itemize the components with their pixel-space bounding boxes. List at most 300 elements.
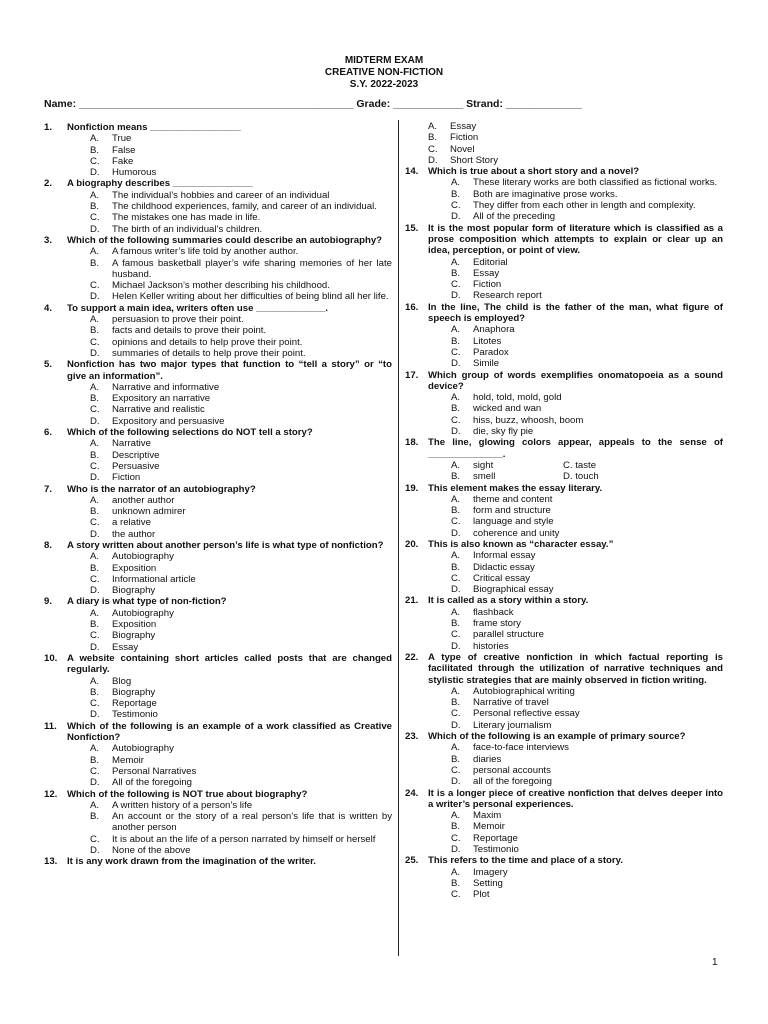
answer-option <box>428 754 723 765</box>
answer-option <box>428 742 723 753</box>
option-text: Humorous <box>112 167 157 179</box>
right-question-list-2 <box>405 483 723 901</box>
option-letter: C. <box>451 346 461 358</box>
answer-option <box>67 472 392 483</box>
option-text: C. taste <box>563 459 597 471</box>
question-number: 12. <box>44 788 58 800</box>
option-text: The birth of an individual’s children. <box>112 223 263 235</box>
option-text: die, sky fly pie <box>473 426 534 438</box>
answer-option <box>428 505 723 516</box>
option-text: Personal reflective essay <box>473 708 580 720</box>
option-text: flashback <box>473 606 514 618</box>
option-text: A famous writer’s life told by another author. <box>112 246 299 258</box>
option-letter: A. <box>451 324 461 336</box>
answer-option <box>428 686 723 697</box>
question-21 <box>405 595 723 651</box>
question-number: 13. <box>44 856 58 868</box>
option-letter: B. <box>90 686 100 698</box>
answer-option <box>428 279 723 290</box>
option-letter: D. <box>451 527 461 539</box>
answer-option <box>428 189 723 200</box>
option-text: A famous basketball player’s wife sharing memories of her late husband. <box>112 257 392 280</box>
question-number: 17. <box>405 369 419 381</box>
answer-option <box>428 844 723 855</box>
option-letter: D. <box>451 290 461 302</box>
option-text: Editorial <box>473 256 508 268</box>
option-letter: A. <box>90 494 100 506</box>
option-text: Exposition <box>112 619 157 631</box>
option-letter: A. <box>451 606 461 618</box>
answer-option <box>67 133 392 144</box>
question-14 <box>405 166 723 222</box>
answer-option <box>67 291 392 302</box>
option-letter: B. <box>451 697 461 709</box>
option-letter: C. <box>451 414 461 426</box>
option-letter: D. <box>451 358 461 370</box>
question-12 <box>44 789 392 857</box>
option-text: Biography <box>112 686 156 698</box>
question-22 <box>405 652 723 731</box>
option-letter: C. <box>90 404 100 416</box>
answer-option <box>428 200 723 211</box>
option-row <box>428 471 723 482</box>
answer-option <box>67 438 392 449</box>
option-text: Maxim <box>473 810 502 822</box>
exam-header <box>0 55 768 91</box>
option-letter: B. <box>451 267 461 279</box>
question-number: 25. <box>405 855 419 867</box>
question-1 <box>44 122 392 178</box>
question-text: Nonfiction means _________________ <box>67 122 241 133</box>
question-number: 19. <box>405 482 419 494</box>
option-letter: C. <box>90 336 100 348</box>
option-text: Helen Keller writing about her difficulties of being blind all her life. <box>112 291 389 303</box>
option-text: D. touch <box>563 471 599 483</box>
question-text: This refers to the time and place of a story. <box>428 855 623 867</box>
option-text: Both are imaginative prose works. <box>473 188 618 200</box>
answer-option <box>428 573 723 584</box>
question-number: 3. <box>44 234 53 246</box>
answer-option <box>67 212 392 223</box>
question-text: Which of the following is an example of a work classified as Creative Nonfiction? <box>67 720 392 744</box>
answer-option <box>67 461 392 472</box>
option-text: hiss, buzz, whoosh, boom <box>473 414 584 426</box>
option-text: wicked and wan <box>473 403 542 415</box>
option-letter: D. <box>90 528 100 540</box>
answer-option <box>67 676 392 687</box>
question-4 <box>44 303 392 359</box>
option-letter: D. <box>90 641 100 653</box>
option-text: All of the foregoing <box>112 777 193 789</box>
option-letter: C. <box>90 573 100 585</box>
option-letter: C. <box>90 630 100 642</box>
answer-option <box>67 450 392 461</box>
answer-option <box>67 529 392 540</box>
question-text: A story written about another person’s life is what type of nonfiction? <box>67 539 384 551</box>
option-letter: D. <box>451 719 461 731</box>
answer-option <box>428 403 723 414</box>
question-17 <box>405 370 723 438</box>
option-letter: D. <box>90 585 100 597</box>
option-letter: D. <box>90 472 100 484</box>
option-text: Critical essay <box>473 572 531 584</box>
option-text: Essay <box>473 267 500 279</box>
answer-option <box>67 416 392 427</box>
answer-option <box>428 810 723 821</box>
answer-option <box>67 551 392 562</box>
answer-option <box>67 563 392 574</box>
option-text: all of the foregoing <box>473 776 552 788</box>
question-text: Which of the following selections do NOT tell a story? <box>67 427 313 439</box>
option-letter: D. <box>451 584 461 596</box>
answer-option <box>428 516 723 527</box>
question-number: 2. <box>44 178 53 190</box>
option-text: Anaphora <box>473 324 515 336</box>
option-letter: B. <box>90 144 100 156</box>
answer-option <box>67 811 392 834</box>
question-18 <box>405 437 723 482</box>
option-letter: A. <box>90 246 100 258</box>
answer-option <box>428 641 723 652</box>
answer-option <box>67 337 392 348</box>
student-info-line: Name: _______________________________________________ Grade: ____________ Strand: _____________ <box>44 98 582 110</box>
answer-option <box>67 619 392 630</box>
option-text: Biography <box>112 585 156 597</box>
option-letter: B. <box>90 257 100 269</box>
option-text: Biography <box>112 630 156 642</box>
option-text: Reportage <box>473 832 518 844</box>
option-text: language and style <box>473 516 554 528</box>
option-letter: D. <box>90 777 100 789</box>
option-letter: C. <box>90 212 100 224</box>
option-letter: B. <box>90 325 100 337</box>
option-text: Exposition <box>112 562 157 574</box>
option-letter: C. <box>451 832 461 844</box>
option-letter: D. <box>90 709 100 721</box>
answer-option <box>67 642 392 653</box>
option-text: Fiction <box>473 279 502 291</box>
option-letter: A. <box>90 551 100 563</box>
option-letter: B. <box>90 811 100 823</box>
option-text: Narrative <box>112 438 151 450</box>
option-text: Memoir <box>112 754 144 766</box>
answer-option <box>428 697 723 708</box>
question-number: 11. <box>44 720 57 732</box>
right-question-list <box>405 166 723 437</box>
question-text: It is any work drawn from the imagination of the writer. <box>67 856 316 868</box>
school-year: S.Y. 2022-2023 <box>349 79 419 90</box>
answer-option <box>428 415 723 426</box>
option-text: sight <box>473 459 494 471</box>
option-text: Memoir <box>473 821 505 833</box>
option-text: All of the preceding <box>473 211 556 223</box>
answer-option <box>67 246 392 257</box>
option-letter: B. <box>451 753 461 765</box>
answer-option <box>428 867 723 878</box>
question-number: 6. <box>44 427 53 439</box>
option-letter: A. <box>451 256 461 268</box>
option-text: Imagery <box>473 866 508 878</box>
option-letter: A. <box>451 685 461 697</box>
answer-option <box>428 584 723 595</box>
question-number: 22. <box>405 651 419 663</box>
option-letter: B. <box>90 754 100 766</box>
option-letter: A. <box>90 189 100 201</box>
option-letter: A. <box>451 459 461 471</box>
option-letter: A. <box>90 607 100 619</box>
question-13-options <box>405 121 723 166</box>
option-text: parallel structure <box>473 629 544 641</box>
answer-option <box>67 314 392 325</box>
option-letter: A. <box>451 177 461 189</box>
answer-option <box>67 224 392 235</box>
option-letter: C. <box>451 279 461 291</box>
option-text: Litotes <box>473 335 502 347</box>
option-text: Essay <box>112 641 139 653</box>
question-text: A website containing short articles called posts that are changed regularly. <box>67 652 392 676</box>
answer-option <box>67 495 392 506</box>
question-2 <box>44 178 392 234</box>
option-letter: A. <box>451 810 461 822</box>
option-text: False <box>112 144 136 156</box>
question-number: 23. <box>405 731 419 743</box>
question-text: A type of creative nonfiction in which factual reporting is facilitated through the utilization of narrative techniques and stylistic strategies that are mainly observed in fiction writing. <box>428 651 723 686</box>
answer-option <box>67 517 392 528</box>
option-letter: A. <box>428 121 438 132</box>
option-text: Autobiographical writing <box>473 685 575 697</box>
option-text: the author <box>112 528 156 540</box>
answer-option <box>67 608 392 619</box>
option-letter: A. <box>451 392 461 404</box>
option-text: Personal Narratives <box>112 765 197 777</box>
question-text: A biography describes _______________ <box>67 178 253 190</box>
question-number: 15. <box>405 222 419 234</box>
option-letter: C. <box>90 155 100 167</box>
question-text: To support a main idea, writers often use _____________. <box>67 302 329 314</box>
option-letter: B. <box>90 619 100 631</box>
exam-title: MIDTERM EXAM <box>344 55 424 66</box>
answer-option <box>67 800 392 811</box>
option-text: A written history of a person’s life <box>112 799 253 811</box>
option-letter: D. <box>451 211 461 223</box>
question-16 <box>405 302 723 370</box>
question-text: Who is the narrator of an autobiography? <box>67 483 256 495</box>
question-20 <box>405 539 723 595</box>
option-text: Plot <box>473 889 490 901</box>
option-letter: A. <box>90 314 100 326</box>
option-letter: B. <box>90 201 100 213</box>
option-letter: C. <box>90 460 100 472</box>
answer-option <box>428 268 723 279</box>
option-text: Simile <box>473 358 500 370</box>
right-column <box>405 121 723 900</box>
answer-option <box>428 336 723 347</box>
question-11 <box>44 721 392 789</box>
question-text: In the line, The child is the father of the man, what figure of speech is employed? <box>428 301 723 325</box>
option-text: histories <box>473 640 509 652</box>
option-text: Narrative and informative <box>112 381 220 393</box>
option-text: Fiction <box>112 472 141 484</box>
option-text: Literary journalism <box>473 719 552 731</box>
option-letter: C. <box>451 572 461 584</box>
question-number: 16. <box>405 301 419 313</box>
option-letter: C. <box>451 629 461 641</box>
question-7 <box>44 484 392 540</box>
answer-option <box>67 167 392 178</box>
question-text: Which of the following summaries could describe an autobiography? <box>67 234 383 246</box>
option-text: Biographical essay <box>473 584 554 596</box>
option-letter: B. <box>90 562 100 574</box>
question-25 <box>405 855 723 900</box>
option-letter: B. <box>90 449 100 461</box>
option-letter: C. <box>90 698 100 710</box>
answer-option <box>67 687 392 698</box>
answer-option <box>405 132 723 143</box>
answer-option <box>405 144 723 155</box>
answer-option <box>428 290 723 301</box>
question-number: 5. <box>44 359 53 371</box>
question-number: 10. <box>44 652 58 664</box>
option-letter: D. <box>451 426 461 438</box>
answer-option <box>67 755 392 766</box>
option-text: Setting <box>473 877 503 889</box>
answer-option <box>428 776 723 787</box>
option-text: Narrative and realistic <box>112 404 205 416</box>
option-text: Informal essay <box>473 550 536 562</box>
question-text: It is called as a story within a story. <box>428 595 589 607</box>
answer-option <box>67 145 392 156</box>
question-number: 21. <box>405 595 419 607</box>
option-letter: C. <box>451 516 461 528</box>
option-text: Fiction <box>450 132 479 144</box>
answer-option <box>67 585 392 596</box>
answer-option <box>67 404 392 415</box>
answer-option <box>67 845 392 856</box>
question-6 <box>44 427 392 483</box>
answer-option <box>67 743 392 754</box>
answer-option <box>67 190 392 201</box>
answer-option <box>67 201 392 212</box>
question-text: Which is true about a short story and a novel? <box>428 166 640 178</box>
answer-option <box>428 392 723 403</box>
option-letter: C. <box>90 517 100 529</box>
option-letter: B. <box>90 506 100 518</box>
option-text: Didactic essay <box>473 561 535 573</box>
question-number: 7. <box>44 483 53 495</box>
option-text: Informational article <box>112 573 196 585</box>
answer-option <box>67 393 392 404</box>
option-letter: D. <box>428 154 438 166</box>
answer-option <box>405 155 723 166</box>
option-letter: C. <box>90 833 100 845</box>
option-text: Paradox <box>473 346 509 358</box>
option-letter: C. <box>428 143 438 155</box>
option-text: persuasion to prove their point. <box>112 314 244 326</box>
option-letter: C. <box>451 200 461 212</box>
answer-option <box>67 156 392 167</box>
option-text: Novel <box>450 143 475 155</box>
answer-option <box>428 708 723 719</box>
question-number: 20. <box>405 538 419 550</box>
answer-option <box>67 258 392 281</box>
question-3 <box>44 235 392 303</box>
answer-option <box>67 574 392 585</box>
option-text: Autobiography <box>112 551 174 563</box>
option-letter: D. <box>90 223 100 235</box>
option-letter: B. <box>428 132 438 144</box>
option-text: Descriptive <box>112 449 160 461</box>
option-text: Autobiography <box>112 607 174 619</box>
question-text: Which of the following is an example of primary source? <box>428 731 686 743</box>
option-text: An account or the story of a real person’s life that is written by another person <box>112 811 392 834</box>
answer-option <box>67 348 392 359</box>
option-text: Michael Jackson’s mother describing his childhood. <box>112 280 330 292</box>
question-text: Nonfiction has two major types that function to “tell a story” or “to give an information”. <box>67 359 392 382</box>
answer-option <box>67 777 392 788</box>
option-text: Blog <box>112 675 132 687</box>
answer-option <box>67 325 392 336</box>
option-letter: D. <box>451 844 461 855</box>
option-letter: A. <box>451 550 461 562</box>
option-letter: B. <box>451 471 461 483</box>
question-9 <box>44 596 392 652</box>
answer-option <box>428 257 723 268</box>
question-text: This is also known as “character essay.” <box>428 538 614 550</box>
question-19 <box>405 483 723 539</box>
option-text: another author <box>112 494 175 506</box>
option-text: face-to-face interviews <box>473 742 569 754</box>
question-8 <box>44 540 392 596</box>
answer-option <box>428 324 723 335</box>
answer-option <box>428 562 723 573</box>
option-letter: D. <box>90 845 100 856</box>
answer-option <box>428 607 723 618</box>
option-text: The individual’s hobbies and career of an individual <box>112 189 330 201</box>
option-text: Essay <box>450 121 477 132</box>
option-text: smell <box>473 471 496 483</box>
option-text: Persuasive <box>112 460 160 472</box>
question-13 <box>44 856 392 867</box>
answer-option <box>428 550 723 561</box>
option-text: Reportage <box>112 698 157 710</box>
answer-option <box>428 494 723 505</box>
option-text: form and structure <box>473 505 551 517</box>
option-text: These literary works are both classified as fictional works. <box>473 177 718 189</box>
option-text: coherence and unity <box>473 527 560 539</box>
option-letter: A. <box>451 493 461 505</box>
question-number: 24. <box>405 787 419 799</box>
option-letter: D. <box>90 347 100 359</box>
option-letter: B. <box>451 335 461 347</box>
option-letter: B. <box>451 188 461 200</box>
option-letter: B. <box>451 403 461 415</box>
question-23 <box>405 731 723 787</box>
option-letter: B. <box>90 393 100 405</box>
option-letter: A. <box>90 438 100 450</box>
option-text: summaries of details to help prove their point. <box>112 347 306 359</box>
question-number: 8. <box>44 539 53 551</box>
question-text: Which of the following is NOT true about biography? <box>67 788 308 800</box>
answer-option <box>67 698 392 709</box>
answer-option <box>428 821 723 832</box>
question-number: 18. <box>405 437 419 449</box>
option-letter: D. <box>90 291 100 303</box>
option-text: Short Story <box>450 154 498 166</box>
answer-option <box>67 834 392 845</box>
option-row <box>428 460 723 471</box>
question-text: This element makes the essay literary. <box>428 482 603 494</box>
option-letter: A. <box>90 675 100 687</box>
